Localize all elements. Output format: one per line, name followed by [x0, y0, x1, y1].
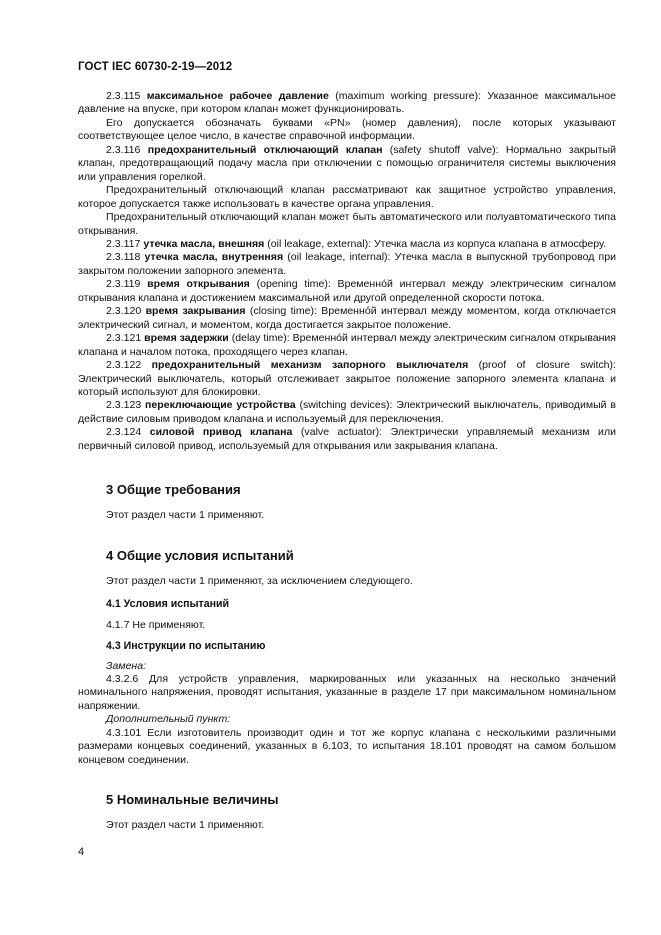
- paragraph-4-3-2-6: 4.3.2.6 Для устройств управления, маркированных или указанных на несколько значений номинального напряжения, проводят испытания, указанные в разделе 17 при максимальном номинальном напряжении.: [78, 672, 616, 712]
- section-3-text: Этот раздел части 1 применяют.: [106, 509, 265, 522]
- subsection-4-1-heading: 4.1 Условия испытаний: [106, 598, 230, 611]
- additional-label: Дополнительный пункт:: [106, 713, 231, 726]
- replace-label: Замена:: [106, 659, 147, 672]
- subsection-4-3-heading: 4.3 Инструкции по испытанию: [106, 640, 266, 653]
- note-paragraph: Предохранительный отключающий клапан может быть автоматического или полуавтоматического типа открывания.: [78, 211, 616, 237]
- definition-2-3-119: 2.3.119 время открывания (opening time): Временнóй интервал между электрическим сигналом открывания клапана и достижением максимальной или другой определенной скорости потока.: [78, 278, 616, 304]
- note-paragraph: Его допускается обозначать буквами «PN» (номер давления), после которых указывают соответствующее целое число, в качестве справочной информации.: [78, 116, 616, 143]
- definition-2-3-124: 2.3.124 силовой привод клапана (valve actuator): Электрически управляемый механизм или первичный силовой привод, используемый для открывания или закрывания клапана.: [78, 426, 616, 452]
- definition-2-3-122: 2.3.122 предохранительный механизм запорного выключателя (proof of closure switch): Электрический выключатель, который отслеживает закрытое положение запорного элемента клапана и который используют для блокировки.: [78, 359, 616, 398]
- page-content: [78, 90, 616, 833]
- section-4-text: Этот раздел части 1 применяют, за исключением следующего.: [106, 574, 413, 587]
- page-number: 4: [78, 846, 85, 858]
- note-paragraph: Предохранительный отключающий клапан рассматривают как защитное устройство управления, которое допускается также использовать в качестве органа управления.: [78, 184, 616, 210]
- definition-2-3-121: 2.3.121 время задержки (delay time): Временнóй интервал между электрическим сигналом открывания клапана и началом потока, проходящего через клапан.: [78, 332, 617, 358]
- paragraph-4-3-101: 4.3.101 Если изготовитель производит один и тот же корпус клапана с несколькими различными размерами концевых соединений, указанных в 6.103, то испытания 18.101 проводят на самом большом концевом соединении.: [78, 726, 616, 766]
- section-3-heading: 3 Общие требования: [106, 482, 241, 498]
- section-5-text: Этот раздел части 1 применяют.: [106, 819, 265, 832]
- definition-2-3-123: 2.3.123 переключающие устройства (switching devices): Электрический выключатель, приводимый в действие силовым приводом клапана и используемый для переключения.: [78, 399, 616, 425]
- section-4-heading: 4 Общие условия испытаний: [106, 547, 294, 563]
- definition-2-3-117: 2.3.117 утечка масла, внешняя (oil leakage, external): Утечка масла из корпуса клапана в атмосферу.: [106, 237, 607, 250]
- section-5-heading: 5 Номинальные величины: [106, 792, 279, 808]
- definition-2-3-115: 2.3.115 максимальное рабочее давление (maximum working pressure): Указанное максимальное давление на впуске, при котором клапан может функционировать.: [78, 90, 616, 116]
- definition-2-3-118: 2.3.118 утечка масла, внутренняя (oil leakage, internal): Утечка масла в выпускной трубопровод при закрытом положении запорного элемента.: [78, 251, 616, 277]
- subsection-4-1-text: 4.1.7 Не применяют.: [106, 618, 206, 631]
- document-header: ГОСТ IEC 60730-2-19—2012: [78, 61, 233, 73]
- definition-2-3-120: 2.3.120 время закрывания (closing time): Временнóй интервал между моментом, когда отключается электрический сигнал, и моментом, когда достигается закрытое положение.: [78, 305, 616, 331]
- definition-2-3-116: 2.3.116 предохранительный отключающий клапан (safety shutoff valve): Нормально закрытый клапан, предотвращающий подачу масла при отключении с помощью ограничителя системы выключения или управления горелкой.: [78, 143, 616, 183]
